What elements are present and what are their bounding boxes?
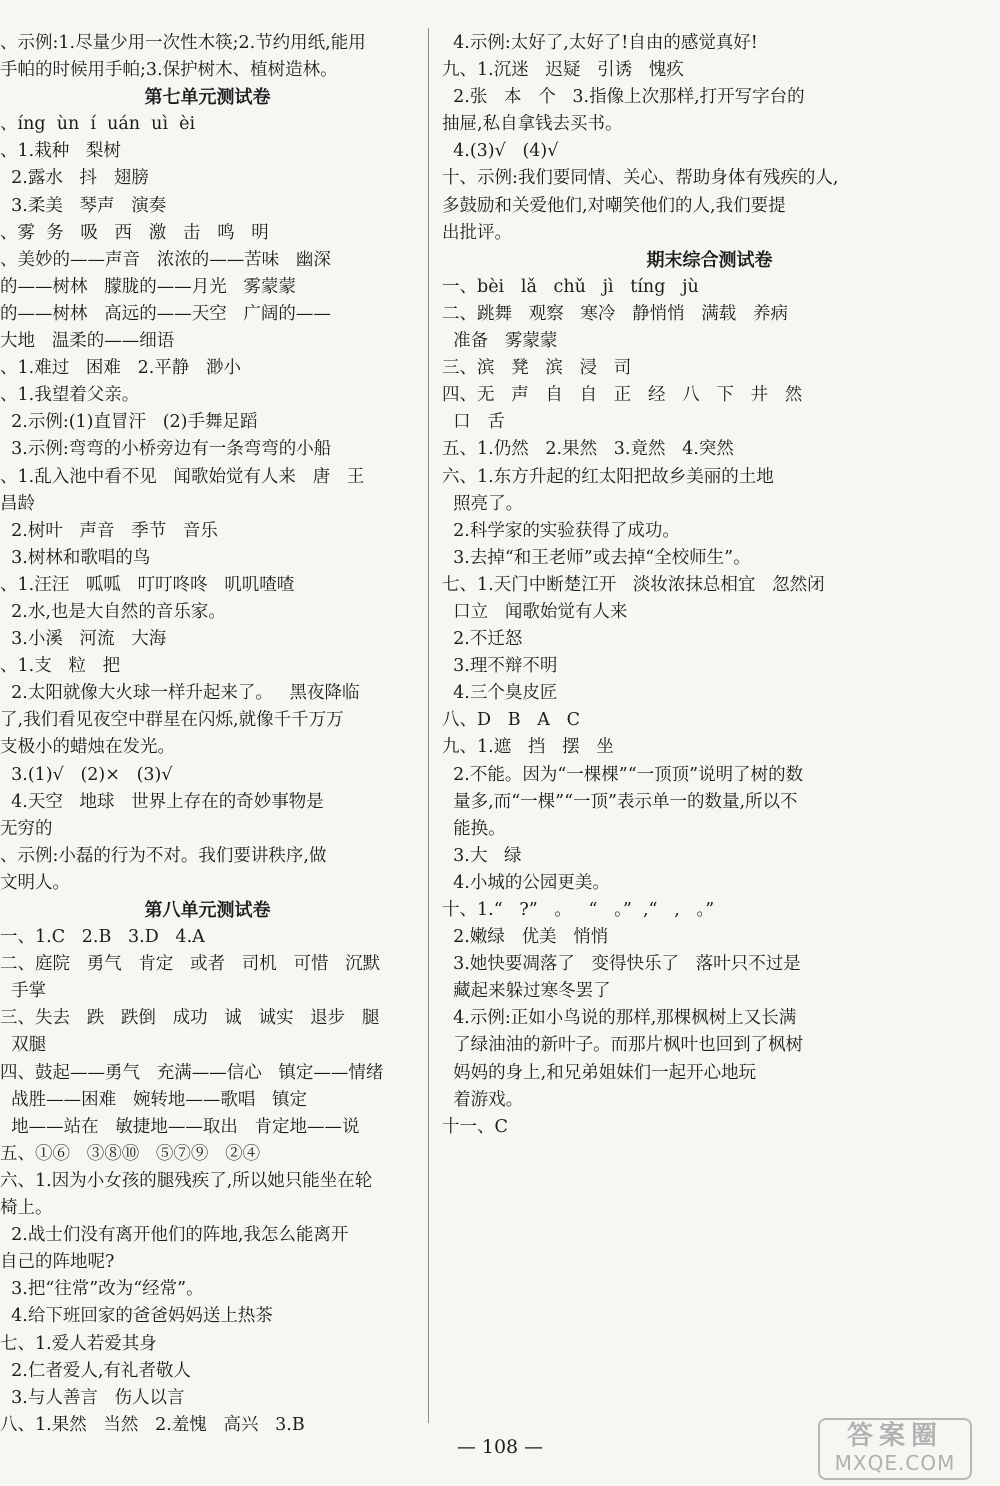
answer-line: 大地 温柔的——细语 xyxy=(0,331,175,352)
answer-line: 3.小溪 河流 大海 xyxy=(0,629,167,650)
watermark-bottom-text: MXQE.COM xyxy=(834,1451,956,1475)
answer-line: 战胜——困难 婉转地——歌唱 镇定 xyxy=(0,1089,308,1110)
answer-line: 八、D B A C xyxy=(442,710,580,731)
answer-line: 3.大 绿 xyxy=(442,845,522,866)
answer-line: 十一、C xyxy=(442,1116,508,1137)
answer-line: 一、1.C 2.B 3.D 4.A xyxy=(0,927,205,948)
answer-line: 4.三个臭皮匠 xyxy=(442,683,558,704)
answer-line: 2.露水 抖 翅膀 xyxy=(0,168,149,189)
answer-line: 地——站在 敏捷地——取出 肯定地——说 xyxy=(0,1116,360,1137)
answer-line: 2.不能。因为“一棵棵”“一顶顶”说明了树的数 xyxy=(442,764,804,785)
answer-line: 八、1.果然 当然 2.羞愧 高兴 3.B xyxy=(0,1414,305,1435)
answer-line: 4.给下班回家的爸爸妈妈送上热茶 xyxy=(0,1306,273,1327)
answer-line: 4.天空 地球 世界上存在的奇妙事物是 xyxy=(0,791,324,812)
answer-line: 自己的阵地呢? xyxy=(0,1252,115,1273)
answer-line: 3.树林和歌唱的鸟 xyxy=(0,547,151,568)
answer-line: 的——树林 高远的——天空 广阔的—— xyxy=(0,303,331,324)
answer-line: 2.科学家的实验获得了成功。 xyxy=(442,520,680,541)
answer-line: 了,我们看见夜空中群星在闪烁,就像千千万万 xyxy=(0,710,344,731)
answer-line: 一、bèi lǎ chǔ jì tíng jù xyxy=(442,276,699,297)
answer-line: 2.仁者爱人,有礼者敬人 xyxy=(0,1360,191,1381)
answer-line: 藏起来躲过寒冬罢了 xyxy=(442,981,611,1002)
section-heading: 第八单元测试卷 xyxy=(144,900,271,921)
answer-line: 、íng ùn í uán uì èi xyxy=(0,114,196,135)
answer-line: 二、跳舞 观察 寒冷 静悄悄 满载 养病 xyxy=(442,303,788,324)
answer-line: 着游戏。 xyxy=(442,1089,524,1110)
section-heading: 期末综合测试卷 xyxy=(646,249,773,271)
answer-line: 十、示例:我们要同情、关心、帮助身体有残疾的人, xyxy=(442,168,839,189)
answer-line: 3.去掉“和王老师”或去掉“全校师生”。 xyxy=(442,547,751,568)
answer-line: 手掌 xyxy=(0,981,47,1002)
answer-line: 、1.乱入池中看不见 闻歌始觉有人来 唐 王 xyxy=(0,466,365,487)
answer-line: 准备 雾蒙蒙 xyxy=(442,331,558,352)
right-column xyxy=(442,30,977,1141)
answer-line: 九、1.沉迷 迟疑 引诱 愧疚 xyxy=(442,60,684,81)
answer-line: 、示例:1.尽量少用一次性木筷;2.节约用纸,能用 xyxy=(0,33,366,53)
answer-line: 、美妙的——声音 浓浓的——苦味 幽深 xyxy=(0,249,331,270)
column-divider xyxy=(428,28,429,1423)
answer-line: 照亮了。 xyxy=(442,493,524,514)
answer-line: 了绿油油的新叶子。而那片枫叶也回到了枫树 xyxy=(442,1035,804,1056)
answer-line: 无穷的 xyxy=(0,818,53,839)
answer-line: 昌龄 xyxy=(0,493,35,514)
answer-line: 、示例:小磊的行为不对。我们要讲秩序,做 xyxy=(0,845,327,866)
answer-line: 3.把“往常”改为“经常”。 xyxy=(0,1279,204,1300)
answer-line: 双腿 xyxy=(0,1035,47,1056)
answer-line: 椅上。 xyxy=(0,1198,53,1219)
answer-line: 2.太阳就像大火球一样升起来了。 黑夜降临 xyxy=(0,683,360,704)
answer-line: 、1.支 粒 把 xyxy=(0,656,121,677)
watermark-top-text: 答案圈 xyxy=(846,1421,943,1451)
answer-line: 四、无 声 自 自 正 经 八 下 井 然 xyxy=(442,385,803,406)
answer-line: 4.示例:太好了,太好了!自由的感觉真好! xyxy=(442,33,758,53)
answer-line: 3.(1)√ (2)× (3)√ xyxy=(0,764,173,785)
answer-line: 、1.难过 困难 2.平静 渺小 xyxy=(0,358,241,379)
answer-line: 六、1.因为小女孩的腿残疾了,所以她只能坐在轮 xyxy=(0,1170,373,1191)
answer-line: 2.嫩绿 优美 悄悄 xyxy=(442,927,609,948)
answer-line: 口立 闻歌始觉有人来 xyxy=(442,601,628,622)
answer-line: 2.张 本 个 3.指像上次那样,打开写字台的 xyxy=(442,87,805,108)
answer-line: 的——树林 朦胧的——月光 雾蒙蒙 xyxy=(0,276,296,297)
answer-line: 四、鼓起——勇气 充满——信心 镇定——情绪 xyxy=(0,1062,384,1083)
answer-line: 七、1.爱人若爱其身 xyxy=(0,1333,157,1354)
watermark-logo xyxy=(818,1418,972,1480)
left-column xyxy=(0,30,415,1439)
answer-line: 五、①⑥ ③⑧⑩ ⑤⑦⑨ ②④ xyxy=(0,1143,261,1164)
answer-line: 4.(3)√ (4)√ xyxy=(442,141,559,162)
answer-line: 文明人。 xyxy=(0,872,70,893)
answer-line: 七、1.天门中断楚江开 淡妆浓抹总相宜 忽然闭 xyxy=(442,574,825,595)
answer-line: 2.示例:(1)直冒汗 (2)手舞足蹈 xyxy=(0,412,258,433)
answer-line: 手帕的时候用手帕;3.保护树木、植树造林。 xyxy=(0,60,338,81)
answer-line: 2.树叶 声音 季节 音乐 xyxy=(0,520,218,541)
answer-line: 五、1.仍然 2.果然 3.竟然 4.突然 xyxy=(442,439,734,460)
answer-line: 4.示例:正如小鸟说的那样,那棵枫树上又长满 xyxy=(442,1008,797,1029)
answer-line: 3.柔美 琴声 演奏 xyxy=(0,195,167,216)
answer-line: 六、1.东方升起的红太阳把故乡美丽的土地 xyxy=(442,466,774,487)
answer-line: 三、滨 凳 滨 浸 司 xyxy=(442,358,632,379)
answer-line: 3.她快要凋落了 变得快乐了 落叶只不过是 xyxy=(442,954,801,975)
answer-line: 3.与人善言 伤人以言 xyxy=(0,1387,185,1408)
answer-line: 抽屉,私自拿钱去买书。 xyxy=(442,114,623,135)
answer-line: 2.战士们没有离开他们的阵地,我怎么能离开 xyxy=(0,1225,349,1246)
answer-line: 、雾 务 吸 西 激 击 鸣 明 xyxy=(0,222,269,243)
answer-line: 3.示例:弯弯的小桥旁边有一条弯弯的小船 xyxy=(0,439,332,460)
answer-line: 十、1.“ ?” 。 “ 。” ,“ , 。” xyxy=(442,900,715,920)
answer-line: 三、失去 跌 跌倒 成功 诚 诚实 退步 腿 xyxy=(0,1008,380,1029)
section-heading: 第七单元测试卷 xyxy=(144,87,271,109)
answer-line: 、1.栽种 梨树 xyxy=(0,141,121,162)
answer-line: 能换。 xyxy=(442,818,506,839)
answer-line: 支极小的蜡烛在发光。 xyxy=(0,737,175,758)
answer-line: 出批评。 xyxy=(442,222,512,243)
page-number: — 108 — xyxy=(456,1436,544,1458)
answer-line: 、1.我望着父亲。 xyxy=(0,385,140,406)
answer-line: 3.理不辩不明 xyxy=(442,656,558,677)
answer-line: 量多,而“一棵”“一顶”表示单一的数量,所以不 xyxy=(442,791,798,812)
answer-line: 二、庭院 勇气 肯定 或者 司机 可惜 沉默 xyxy=(0,954,381,975)
answer-line: 妈妈的身上,和兄弟姐妹们一起开心地玩 xyxy=(442,1062,757,1083)
answer-line: 、1.汪汪 呱呱 叮叮咚咚 叽叽喳喳 xyxy=(0,574,295,595)
answer-line: 2.水,也是大自然的音乐家。 xyxy=(0,601,226,622)
answer-line: 4.小城的公园更美。 xyxy=(442,872,610,893)
answer-line: 2.不迁怒 xyxy=(442,629,523,650)
answer-line: 多鼓励和关爱他们,对嘲笑他们的人,我们要提 xyxy=(442,195,786,216)
answer-line: 口 舌 xyxy=(442,412,505,433)
answer-line: 九、1.遮 挡 摆 坐 xyxy=(442,737,614,758)
